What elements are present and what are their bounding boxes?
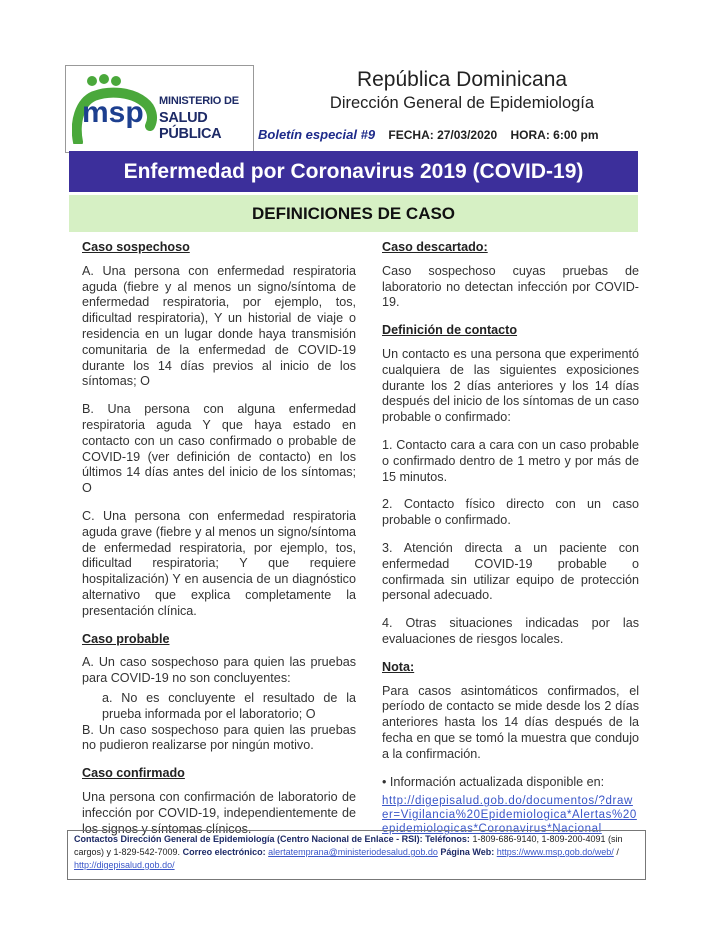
footer-contacts bbox=[67, 830, 646, 880]
contacto-item-4: 4. Otras situaciones indicadas por las evaluaciones de riesgos locales. bbox=[382, 616, 639, 646]
left-column bbox=[82, 240, 356, 849]
country-title: República Dominicana bbox=[356, 68, 568, 91]
contacto-item-3: 3. Atención directa a un paciente con enfermedad COVID-19 probable o confirmada sin utilizar equipo de protección personal adecuado. bbox=[382, 540, 639, 603]
right-column bbox=[382, 240, 639, 836]
info-link[interactable]: http://digepisalud.gob.do/documentos/?drawer=Vigilancia%20Epidemiologica*Alertas%20epidemiologicas*Coronavirus*Nacional bbox=[382, 795, 637, 836]
bulletin-info-row bbox=[258, 127, 668, 142]
footer-separator: / bbox=[616, 847, 619, 857]
info-label: • Información actualizada disponible en: bbox=[382, 774, 605, 789]
footer-web-link-1[interactable]: https://www.msp.gob.do/web/ bbox=[496, 847, 614, 857]
bulletin-number: Boletín especial #9 bbox=[258, 127, 376, 142]
footer-phones: 1-809-686-9140, 1-809-200-4091 (sin cargos) y 1-829-542-7009. bbox=[74, 834, 623, 857]
bulletin-date: FECHA: 27/03/2020 bbox=[388, 128, 498, 142]
contacto-text: Un contacto es una persona que experimentó cualquiera de las siguientes exposiciones durante los 2 días anteriores y los 14 días después del inicio de los síntomas de un caso probable o confirmado: bbox=[382, 346, 639, 425]
section-title: DEFINICIONES DE CASO bbox=[69, 195, 638, 232]
logo-msp-text: msp bbox=[82, 96, 144, 129]
heading-caso-sospechoso: Caso sospechoso bbox=[82, 240, 190, 254]
sospechoso-c: C. Una persona con enfermedad respiratoria aguda grave (fiebre y al menos un signo/síntoma de enfermedad respiratoria, por ejemplo, tos, dificultad respiratoria; Y que requiere hospitalización) Y en ausencia de un diagnóstico alternativo que explica completamente la presentación clínica. bbox=[82, 508, 356, 618]
heading-caso-confirmado: Caso confirmado bbox=[82, 766, 185, 781]
msp-logo bbox=[65, 65, 254, 153]
heading-definicion-contacto: Definición de contacto bbox=[382, 323, 518, 338]
confirmado-text: Una persona con confirmación de laboratorio de infección por COVID-19, independientemente de los signos y síntomas clínicos. bbox=[82, 789, 356, 836]
probable-a-sub: a. No es concluyente el resultado de la prueba informada por el laboratorio; O bbox=[102, 690, 356, 721]
sospechoso-a: A. Una persona con enfermedad respiratoria aguda (fiebre y al menos un signo/síntoma de enfermedad respiratoria, por ejemplo, tos, dificultad respiratoria), Y un historial de viaje o residencia en un lugar donde haya transmisión comunitaria de la enfermedad de COVID-19 durante los 14 días previos al inicio de los síntomas; O bbox=[82, 263, 356, 389]
sospechoso-b: B. Una persona con alguna enfermedad respiratoria aguda Y que haya estado en contacto con un caso confirmado o probable de COVID-19 (ver definición de contacto) en los últimos 14 días antes del inicio de los síntomas; O bbox=[82, 402, 356, 496]
footer-email-link[interactable]: alertatemprana@ministeriodesalud.gob.do bbox=[268, 847, 438, 857]
heading-caso-probable: Caso probable bbox=[82, 631, 170, 646]
descartado-text: Caso sospechoso cuyas pruebas de laboratorio no detectan infección por COVID-19. bbox=[382, 263, 639, 310]
heading-caso-descartado: Caso descartado: bbox=[382, 240, 488, 254]
footer-email-label: Correo electrónico: bbox=[182, 847, 266, 857]
document-banner-title: Enfermedad por Coronavirus 2019 (COVID-19) bbox=[69, 151, 638, 192]
msp-logo-icon bbox=[72, 72, 158, 144]
logo-line-1: MINISTERIO DE bbox=[159, 95, 239, 107]
contacto-item-2: 2. Contacto físico directo con un caso probable o confirmado. bbox=[382, 497, 639, 528]
footer-label: Contactos Dirección General de Epidemiología (Centro Nacional de Enlace - RSI): bbox=[74, 834, 423, 844]
directorate-title: Dirección General de Epidemiología bbox=[329, 94, 595, 112]
footer-phones-label: Teléfonos: bbox=[425, 834, 470, 844]
footer-web-label: Página Web: bbox=[440, 847, 495, 857]
footer-web-link-2[interactable]: http://digepisalud.gob.do/ bbox=[74, 860, 175, 870]
heading-nota: Nota: bbox=[382, 659, 415, 674]
nota-text: Para casos asintomáticos confirmados, el período de contacto se mide desde los 2 días anteriores hasta los 14 días después de la fecha en que se tomó la muestra que condujo a la confirmación. bbox=[382, 683, 639, 761]
bulletin-time: HORA: 6:00 pm bbox=[510, 128, 599, 142]
probable-b: B. Un caso sospechoso para quien las pruebas no pudieron realizarse por ningún motivo. bbox=[82, 722, 356, 753]
logo-line-2: SALUD PÚBLICA bbox=[159, 110, 222, 142]
contacto-item-1: 1. Contacto cara a cara con un caso probable o confirmado dentro de 1 metro y por más de 15 minutos. bbox=[382, 437, 639, 484]
probable-a: A. Un caso sospechoso para quien las pruebas para COVID-19 no son concluyentes: bbox=[82, 655, 356, 686]
